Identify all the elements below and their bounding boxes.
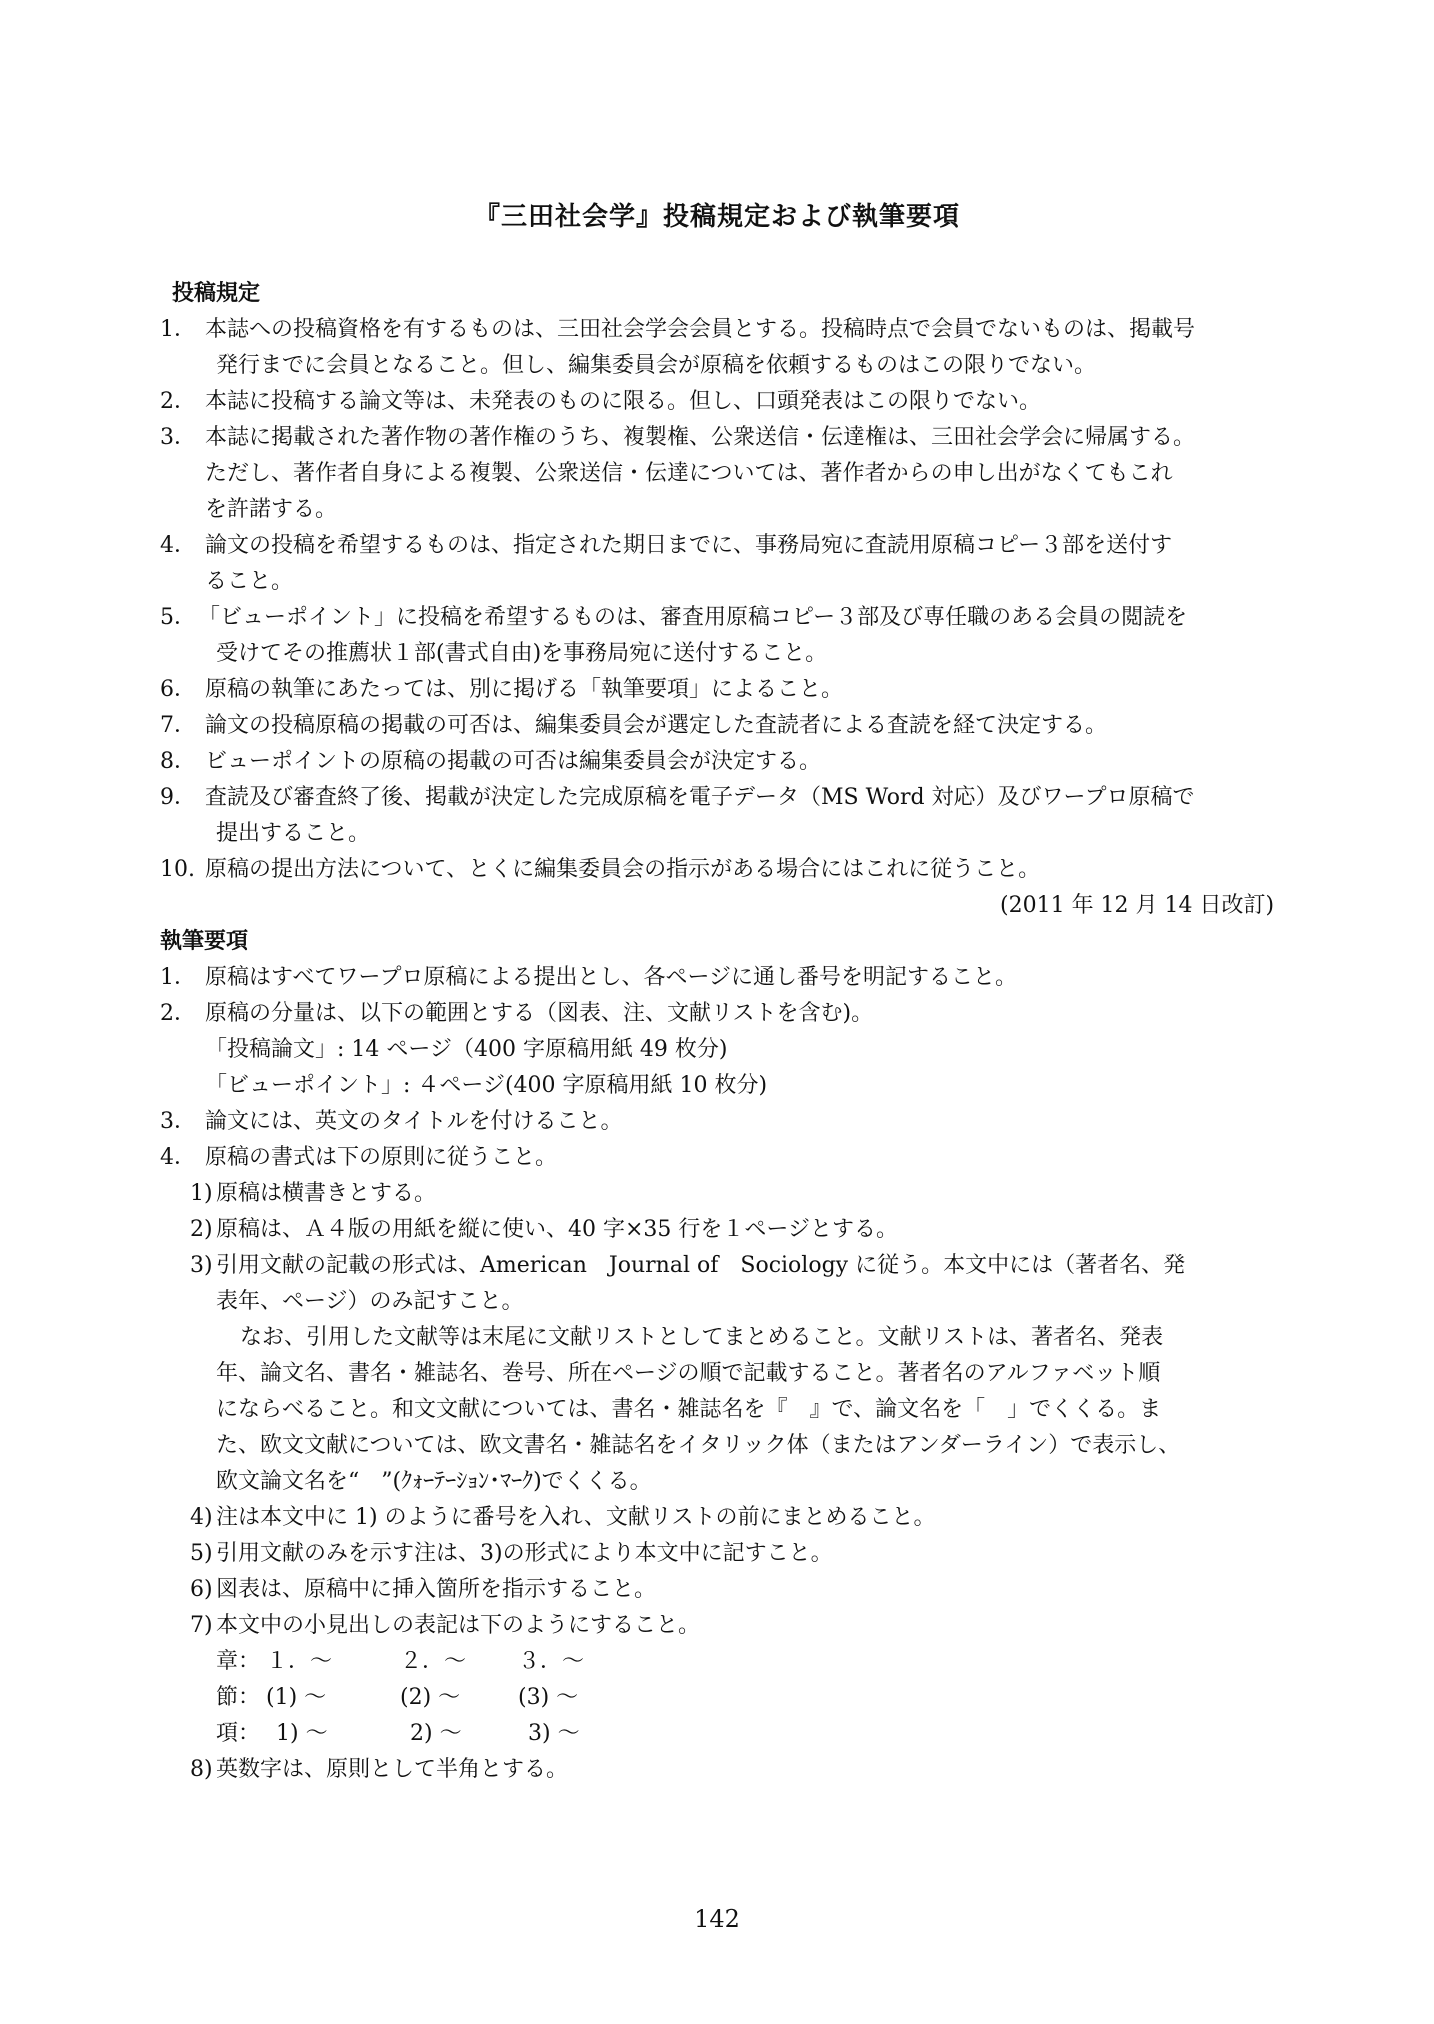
revision-date: (2011 年 12 月 14 日改訂)	[1000, 893, 1275, 918]
sub-item-1-num: 1)	[190, 1181, 213, 1206]
rule-item-4-num: 4．	[160, 533, 196, 558]
heading-format-section-2: (2) ～	[400, 1685, 461, 1710]
guide-item-2-line-2: 「投稿論文」: 14 ページ（400 字原稿用紙 49 枚分)	[205, 1037, 728, 1062]
sub-item-3-line-1: 引用文献の記載の形式は、American Journal of Sociology に従う。本文中には（著者名、発	[216, 1253, 1186, 1278]
heading-format-chapter-1: １．～	[266, 1649, 333, 1674]
guide-item-3-line-1: 論文には、英文のタイトルを付けること。	[205, 1109, 623, 1134]
heading-format-item-1: 1) ～	[276, 1721, 328, 1746]
heading-format-chapter-2: ２．～	[400, 1649, 467, 1674]
guide-item-1-num: 1．	[160, 965, 196, 990]
sub-item-7-num: 7)	[190, 1613, 213, 1638]
rule-item-5-num: 5．	[160, 605, 196, 630]
heading-format-section-label: 節：	[216, 1685, 261, 1710]
note-paragraph-line-3: にならべること。和文文献については、書名・雑誌名を『 』で、論文名を「 」でくくる。ま	[216, 1397, 1162, 1422]
note-paragraph-line-2: 年、論文名、書名・雑誌名、巻号、所在ページの順で記載すること。著者名のアルファベット順	[216, 1361, 1161, 1386]
guide-item-2-num: 2．	[160, 1001, 196, 1026]
heading-format-chapter-3: ３．～	[518, 1649, 585, 1674]
page-number: 142	[694, 1905, 740, 1933]
section-heading-writing-guidelines: 執筆要項	[160, 929, 249, 954]
document-title: 『三田社会学』投稿規定および執筆要項	[473, 202, 960, 232]
rule-item-8-line-1: ビューポイントの原稿の掲載の可否は編集委員会が決定する。	[205, 749, 822, 774]
guide-item-4-num: 4．	[160, 1145, 196, 1170]
rule-item-10-line-1: 原稿の提出方法について、とくに編集委員会の指示がある場合にはこれに従うこと。	[205, 857, 1041, 882]
rule-item-1-line-1: 本誌への投稿資格を有するものは、三田社会学会会員とする。投稿時点で会員でないものは、掲載号	[205, 317, 1196, 342]
rule-item-9-line-2: 提出すること。	[216, 821, 371, 846]
sub-item-6-num: 6)	[190, 1577, 213, 1602]
rule-item-1-line-2: 発行までに会員となること。但し、編集委員会が原稿を依頼するものはこの限りでない。	[216, 353, 1097, 378]
rule-item-5-line-1: 「ビューポイント」に投稿を希望するものは、審査用原稿コピー３部及び専任職のある会員の閲読を	[198, 605, 1188, 630]
rule-item-3-line-2: ただし、著作者自身による複製、公衆送信・伝達については、著作者からの申し出がなくてもこれ	[205, 461, 1173, 486]
guide-item-2-line-1: 原稿の分量は、以下の範囲とする（図表、注、文献リストを含む)。	[205, 1001, 874, 1026]
sub-item-4-num: 4)	[190, 1505, 213, 1530]
rule-item-4-line-2: ること。	[205, 569, 294, 594]
rule-item-9-num: 9．	[160, 785, 196, 810]
rule-item-3-num: 3．	[160, 425, 196, 450]
heading-format-chapter-label: 章：	[216, 1649, 261, 1674]
rule-item-3-line-3: を許諾する。	[205, 497, 338, 522]
guide-item-3-num: 3．	[160, 1109, 196, 1134]
sub-item-4-line-1: 注は本文中に 1) のように番号を入れ、文献リストの前にまとめること。	[216, 1505, 936, 1530]
sub-item-1-line-1: 原稿は横書きとする。	[216, 1181, 437, 1206]
sub-item-2-line-1: 原稿は、Ａ４版の用紙を縦に使い、40 字×35 行を１ページとする。	[216, 1217, 898, 1242]
sub-item-3-line-2: 表年、ページ）のみ記すこと。	[216, 1289, 524, 1314]
guide-item-1-line-1: 原稿はすべてワープロ原稿による提出とし、各ページに通し番号を明記すること。	[205, 965, 1018, 990]
rule-item-3-line-1: 本誌に掲載された著作物の著作権のうち、複製権、公衆送信・伝達権は、三田社会学会に帰属する。	[205, 425, 1196, 450]
sub-item-3-num: 3)	[190, 1253, 213, 1278]
rule-item-5-line-2: 受けてその推薦状１部(書式自由)を事務局宛に送付すること。	[216, 641, 828, 666]
rule-item-9-line-1: 査読及び審査終了後、掲載が決定した完成原稿を電子データ（MS Word 対応）及びワープロ原稿で	[205, 785, 1195, 810]
sub-item-5-num: 5)	[190, 1541, 213, 1566]
section-heading-submission-rules: 投稿規定	[172, 281, 261, 306]
guide-item-2-line-3: 「ビューポイント」: ４ページ(400 字原稿用紙 10 枚分)	[205, 1073, 768, 1098]
heading-format-item-3: 3) ～	[528, 1721, 580, 1746]
rule-item-7-line-1: 論文の投稿原稿の掲載の可否は、編集委員会が選定した査読者による査読を経て決定する。	[205, 713, 1108, 738]
sub-item-6-line-1: 図表は、原稿中に挿入箇所を指示すること。	[216, 1577, 657, 1602]
rule-item-2-num: 2．	[160, 389, 196, 414]
rule-item-7-num: 7．	[160, 713, 196, 738]
note-paragraph-line-5: 欧文論文名を“ ”(ｸｫｰﾃｰｼｮﾝ･ﾏｰｸ)でくくる。	[216, 1469, 652, 1494]
rule-item-4-line-1: 論文の投稿を希望するものは、指定された期日までに、事務局宛に査読用原稿コピー３部を送付す	[205, 533, 1173, 558]
guide-item-4-line-1: 原稿の書式は下の原則に従うこと。	[205, 1145, 558, 1170]
sub-item-8-num: 8)	[190, 1757, 213, 1782]
sub-item-8-line-1: 英数字は、原則として半角とする。	[216, 1757, 569, 1782]
rule-item-10-num: 10.	[160, 857, 195, 882]
sub-item-7-line-1: 本文中の小見出しの表記は下のようにすること。	[216, 1613, 701, 1638]
rule-item-2-line-1: 本誌に投稿する論文等は、未発表のものに限る。但し、口頭発表はこの限りでない。	[205, 389, 1042, 414]
rule-item-1-num: 1．	[160, 317, 196, 342]
note-paragraph-line-1: なお、引用した文献等は末尾に文献リストとしてまとめること。文献リストは、著者名、発表	[240, 1325, 1164, 1350]
heading-format-item-label: 項：	[216, 1721, 261, 1746]
sub-item-2-num: 2)	[190, 1217, 213, 1242]
rule-item-6-line-1: 原稿の執筆にあたっては、別に掲げる「執筆要項」によること。	[205, 677, 844, 702]
heading-format-section-3: (3) ～	[518, 1685, 579, 1710]
sub-item-5-line-1: 引用文献のみを示す注は、3)の形式により本文中に記すこと。	[216, 1541, 833, 1566]
rule-item-6-num: 6．	[160, 677, 196, 702]
heading-format-item-2: 2) ～	[410, 1721, 462, 1746]
rule-item-8-num: 8．	[160, 749, 196, 774]
heading-format-section-1: (1) ～	[266, 1685, 327, 1710]
note-paragraph-line-4: た、欧文文献については、欧文書名・雑誌名をイタリック体（またはアンダーライン）で表示し、	[216, 1433, 1181, 1458]
